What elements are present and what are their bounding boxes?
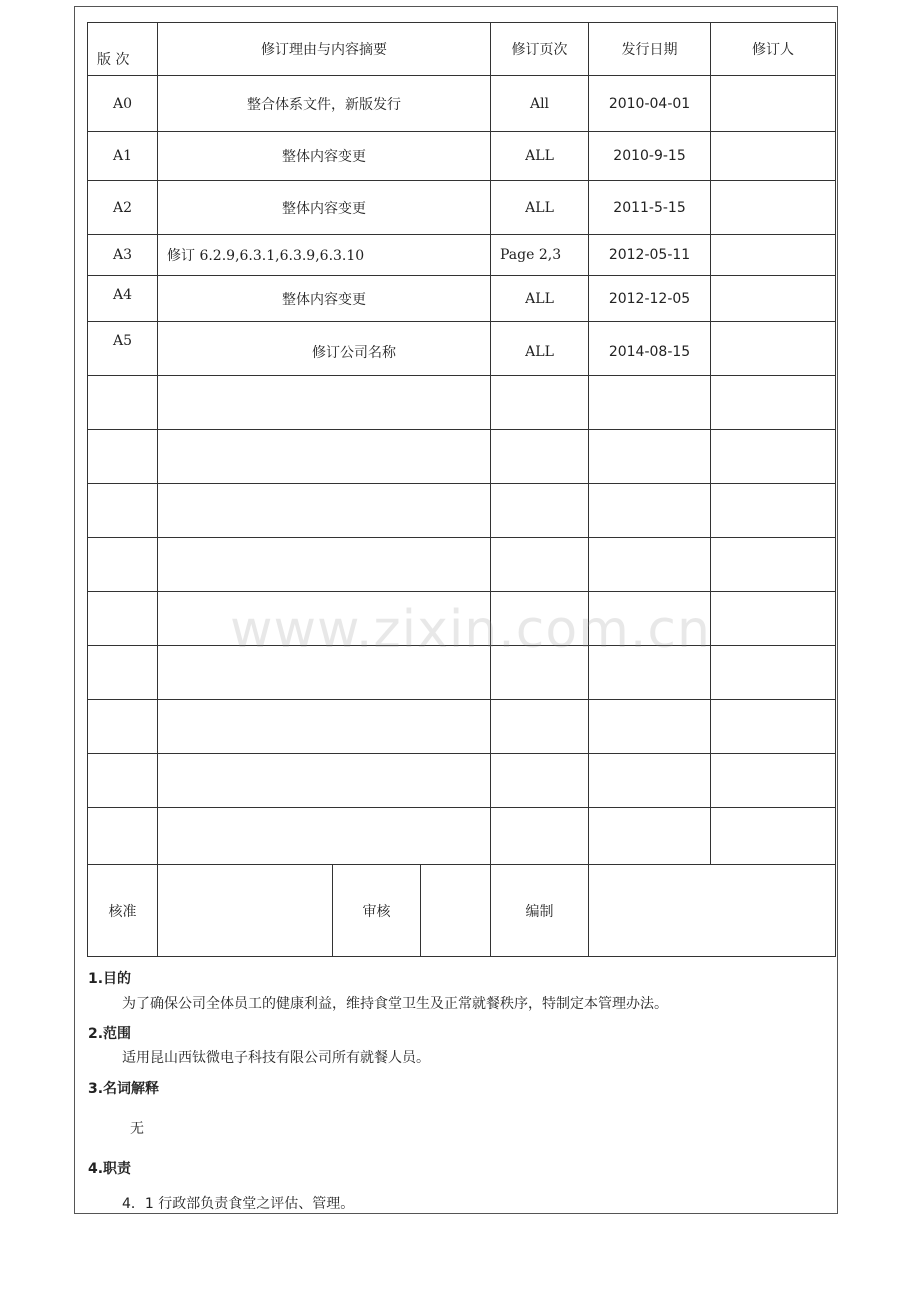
reviser-cell bbox=[711, 235, 836, 276]
version-cell: A4 bbox=[88, 276, 158, 322]
empty-row bbox=[88, 484, 836, 538]
empty-row bbox=[88, 754, 836, 808]
version-cell: A0 bbox=[88, 76, 158, 132]
header-summary: 修订理由与内容摘要 bbox=[158, 23, 491, 76]
reviser-cell bbox=[711, 276, 836, 322]
table-row bbox=[88, 276, 836, 322]
pages-cell: ALL bbox=[491, 132, 589, 181]
date-cell: 2010-04-01 bbox=[589, 76, 711, 132]
table-row bbox=[88, 235, 836, 276]
summary-cell: 整体内容变更 bbox=[158, 181, 491, 235]
version-cell: A3 bbox=[88, 235, 158, 276]
section-title-duties: 4.职责 bbox=[88, 1161, 132, 1177]
version-cell: A5 bbox=[88, 322, 158, 376]
section-text-scope: 适用昆山西钛微电子科技有限公司所有就餐人员。 bbox=[122, 1050, 430, 1066]
approve-signature-cell bbox=[158, 865, 333, 957]
section-text-purpose: 为了确保公司全体员工的健康利益，维持食堂卫生及正常就餐秩序，特制定本管理办法。 bbox=[122, 996, 668, 1012]
empty-row bbox=[88, 808, 836, 865]
date-cell: 2014-08-15 bbox=[589, 322, 711, 376]
empty-row bbox=[88, 700, 836, 754]
pages-cell: Page 2,3 bbox=[491, 235, 589, 276]
reviser-cell bbox=[711, 322, 836, 376]
empty-row bbox=[88, 538, 836, 592]
pages-cell: ALL bbox=[491, 276, 589, 322]
review-signature-cell bbox=[421, 865, 491, 957]
summary-cell: 修订公司名称 bbox=[158, 322, 491, 376]
table-header-row bbox=[88, 23, 836, 76]
section-title-scope: 2.范围 bbox=[88, 1026, 132, 1042]
summary-cell: 修订 6.2.9,6.3.1,6.3.9,6.3.10 bbox=[158, 235, 491, 276]
reviser-cell bbox=[711, 132, 836, 181]
date-cell: 2012-05-11 bbox=[589, 235, 711, 276]
approval-row bbox=[88, 865, 836, 957]
header-version: 版 次 bbox=[88, 23, 158, 76]
empty-row bbox=[88, 430, 836, 484]
date-cell: 2012-12-05 bbox=[589, 276, 711, 322]
table-row bbox=[88, 322, 836, 376]
version-cell: A2 bbox=[88, 181, 158, 235]
approve-label: 核准 bbox=[88, 865, 158, 957]
section-text-terms: 无 bbox=[130, 1121, 144, 1137]
summary-cell: 整体内容变更 bbox=[158, 276, 491, 322]
date-cell: 2011-5-15 bbox=[589, 181, 711, 235]
prepare-signature-cell bbox=[589, 865, 836, 957]
table-row bbox=[88, 132, 836, 181]
header-pages: 修订页次 bbox=[491, 23, 589, 76]
table-row bbox=[88, 181, 836, 235]
date-cell: 2010-9-15 bbox=[589, 132, 711, 181]
pages-cell: ALL bbox=[491, 322, 589, 376]
reviser-cell bbox=[711, 76, 836, 132]
pages-cell: ALL bbox=[491, 181, 589, 235]
watermark: www.zixin.com.cn bbox=[230, 600, 711, 660]
section-title-purpose: 1.目的 bbox=[88, 971, 132, 987]
section-title-terms: 3.名词解释 bbox=[88, 1081, 160, 1097]
empty-row bbox=[88, 376, 836, 430]
pages-cell: All bbox=[491, 76, 589, 132]
summary-cell: 整合体系文件，新版发行 bbox=[158, 76, 491, 132]
summary-cell: 整体内容变更 bbox=[158, 132, 491, 181]
reviser-cell bbox=[711, 181, 836, 235]
review-label: 审核 bbox=[333, 865, 421, 957]
section-text-duties: 4．1 行政部负责食堂之评估、管理。 bbox=[122, 1196, 355, 1212]
revision-table bbox=[87, 22, 836, 957]
header-reviser: 修订人 bbox=[711, 23, 836, 76]
prepare-label: 编制 bbox=[491, 865, 589, 957]
version-cell: A1 bbox=[88, 132, 158, 181]
table-row bbox=[88, 76, 836, 132]
header-date: 发行日期 bbox=[589, 23, 711, 76]
